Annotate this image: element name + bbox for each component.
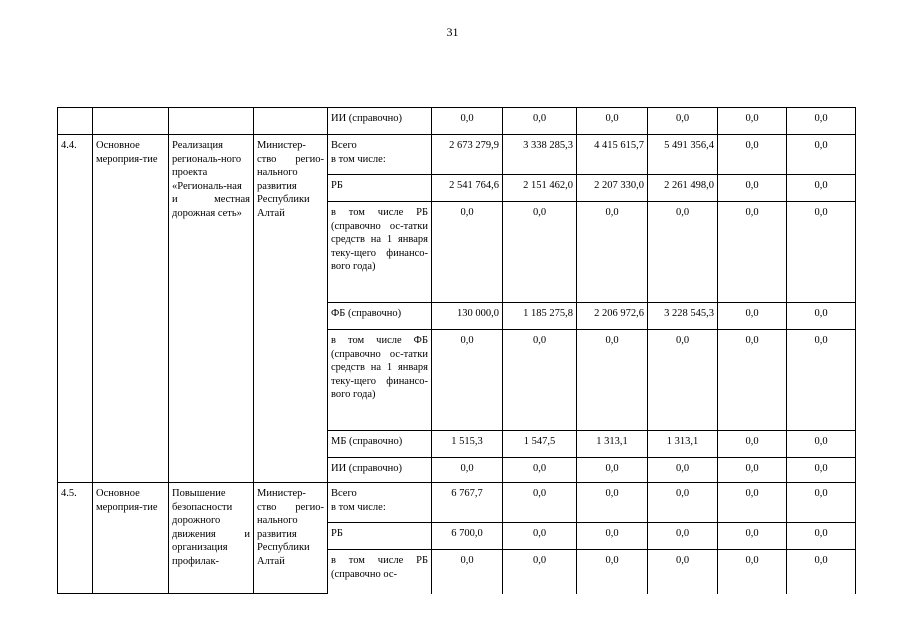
table-row [58, 135, 856, 175]
amount-cell: 0,0 [648, 523, 718, 550]
funding-source-cell: Всего в том числе: [328, 483, 432, 523]
amount-cell: 0,0 [503, 550, 577, 594]
amount-cell: 0,0 [577, 550, 648, 594]
funding-source-cell: ИИ (справочно) [328, 108, 432, 135]
amount-cell: 0,0 [787, 175, 856, 202]
amount-cell: 0,0 [787, 550, 856, 594]
amount-cell: 2 261 498,0 [648, 175, 718, 202]
funding-source-cell: РБ [328, 523, 432, 550]
funding-source-cell: ФБ (справочно) [328, 303, 432, 330]
amount-cell: 1 185 275,8 [503, 303, 577, 330]
amount-cell: 0,0 [577, 523, 648, 550]
amount-cell: 0,0 [787, 108, 856, 135]
item-number-cell [58, 108, 93, 135]
amount-cell: 0,0 [577, 483, 648, 523]
responsible-org-cell: Министер-ство регио-нального развития Республики Алтай [254, 135, 328, 483]
amount-cell: 0,0 [787, 303, 856, 330]
item-type-cell: Основное мероприя-тие [93, 135, 169, 483]
amount-cell: 0,0 [577, 108, 648, 135]
amount-cell: 130 000,0 [432, 303, 503, 330]
amount-cell: 2 151 462,0 [503, 175, 577, 202]
page-number: 31 [446, 25, 459, 39]
table-row [58, 108, 856, 135]
amount-cell: 0,0 [503, 458, 577, 483]
funding-source-cell: РБ [328, 175, 432, 202]
amount-cell: 0,0 [787, 202, 856, 303]
item-number-cell: 4.5. [58, 483, 93, 594]
amount-cell: 0,0 [432, 458, 503, 483]
amount-cell: 0,0 [577, 330, 648, 431]
amount-cell: 3 338 285,3 [503, 135, 577, 175]
amount-cell: 2 541 764,6 [432, 175, 503, 202]
amount-cell: 0,0 [503, 483, 577, 523]
amount-cell: 0,0 [648, 202, 718, 303]
amount-cell: 0,0 [787, 431, 856, 458]
table-body [58, 108, 856, 594]
item-title-cell: Повышение безопасности дорожного движения и организация профилак- [169, 483, 254, 594]
amount-cell: 2 207 330,0 [577, 175, 648, 202]
item-type-cell: Основное мероприя-тие [93, 483, 169, 594]
amount-cell: 0,0 [577, 202, 648, 303]
amount-cell: 0,0 [718, 175, 787, 202]
item-number-cell: 4.4. [58, 135, 93, 483]
amount-cell: 6 700,0 [432, 523, 503, 550]
amount-cell: 0,0 [787, 330, 856, 431]
amount-cell: 0,0 [787, 483, 856, 523]
amount-cell: 1 313,1 [648, 431, 718, 458]
budget-table [57, 107, 856, 594]
amount-cell: 0,0 [787, 523, 856, 550]
amount-cell: 5 491 356,4 [648, 135, 718, 175]
amount-cell: 0,0 [648, 550, 718, 594]
item-type-cell [93, 108, 169, 135]
amount-cell: 1 515,3 [432, 431, 503, 458]
amount-cell: 0,0 [432, 330, 503, 431]
amount-cell: 3 228 545,3 [648, 303, 718, 330]
item-title-cell [169, 108, 254, 135]
amount-cell: 6 767,7 [432, 483, 503, 523]
amount-cell: 0,0 [432, 550, 503, 594]
responsible-org-cell [254, 108, 328, 135]
amount-cell: 0,0 [503, 202, 577, 303]
amount-cell: 0,0 [718, 523, 787, 550]
amount-cell: 0,0 [718, 550, 787, 594]
amount-cell: 0,0 [503, 330, 577, 431]
amount-cell: 0,0 [718, 108, 787, 135]
amount-cell: 1 313,1 [577, 431, 648, 458]
funding-source-cell: в том числе ФБ (справочно ос-татки средств на 1 января теку-щего финансо-вого года) [328, 330, 432, 431]
amount-cell: 0,0 [648, 330, 718, 431]
amount-cell: 1 547,5 [503, 431, 577, 458]
amount-cell: 0,0 [718, 431, 787, 458]
amount-cell: 2 206 972,6 [577, 303, 648, 330]
funding-source-cell: ИИ (справочно) [328, 458, 432, 483]
amount-cell: 0,0 [432, 202, 503, 303]
amount-cell: 0,0 [648, 108, 718, 135]
amount-cell: 0,0 [718, 202, 787, 303]
funding-source-cell: в том числе РБ (справочно ос-татки средств на 1 января теку-щего финансо-вого года) [328, 202, 432, 303]
amount-cell: 0,0 [718, 303, 787, 330]
amount-cell: 0,0 [432, 108, 503, 135]
amount-cell: 0,0 [718, 458, 787, 483]
item-title-cell: Реализация региональ-ного проекта «Региональ-ная и местная дорожная сеть» [169, 135, 254, 483]
funding-source-cell: МБ (справочно) [328, 431, 432, 458]
amount-cell: 0,0 [648, 458, 718, 483]
responsible-org-cell: Министер-ство регио-нального развития Республики Алтай [254, 483, 328, 594]
amount-cell: 2 673 279,9 [432, 135, 503, 175]
amount-cell: 4 415 615,7 [577, 135, 648, 175]
amount-cell: 0,0 [503, 108, 577, 135]
amount-cell: 0,0 [718, 330, 787, 431]
funding-source-cell: в том числе РБ (справочно ос- [328, 550, 432, 594]
amount-cell: 0,0 [718, 135, 787, 175]
amount-cell: 0,0 [503, 523, 577, 550]
amount-cell: 0,0 [787, 135, 856, 175]
amount-cell: 0,0 [577, 458, 648, 483]
amount-cell: 0,0 [718, 483, 787, 523]
amount-cell: 0,0 [787, 458, 856, 483]
funding-source-cell: Всего в том числе: [328, 135, 432, 175]
table-row [58, 483, 856, 523]
amount-cell: 0,0 [648, 483, 718, 523]
